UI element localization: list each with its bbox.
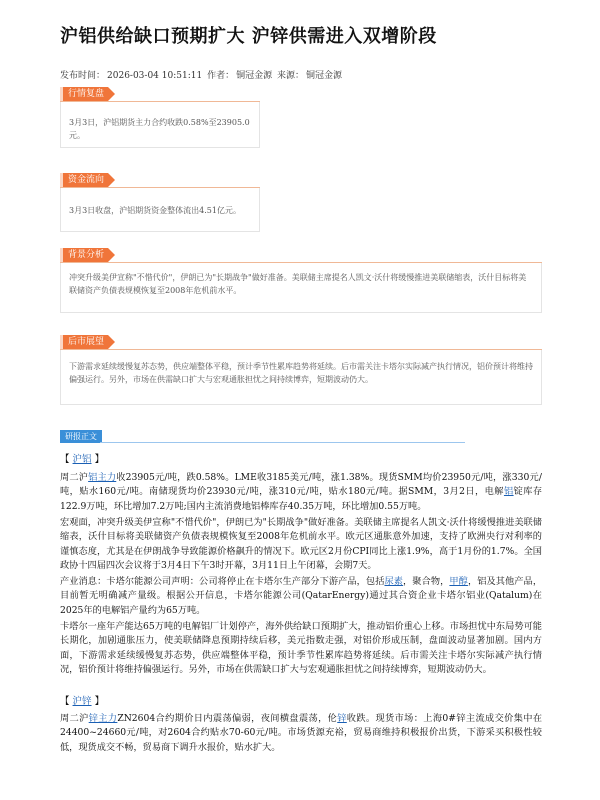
source-name: 铜冠金源	[305, 71, 342, 81]
fund-flow-text: 3月3日收盘，沪铝期货资金整体流出4.51亿元。	[69, 206, 241, 215]
aluminum-paragraph-4: 卡塔尔一座年产能达65万吨的电解铝厂计划停产，海外供给缺口预期扩大，推动铝价重心上移。市场担忧中东局势可能长期化，加剧通胀压力，使美联储降息预期持续后移，美元指数走强，对铝价形成压制，盘面波动显著加剧。国内方面，下游需求延续缓慢复苏态势，供应端整体平稳，预计季节性累库趋势将延续。后市需关注卡塔尔实际减产执行情况，铝价预计将维持偏强运行。另外，市场在供需缺口扩大与宏观通胀担忧之间持续博弈，短期波动仍大。	[60, 621, 542, 675]
text-segment: 收23905元/吨，跌0.58%。LME收3185美元/吨，涨1.38%。现货SMM均价23950元/吨，涨330元/吨，贴水160元/吨。南储现货均价23930元/吨，涨310元/吨，贴水180元/吨。据SMM，3月2日，电解	[60, 472, 542, 498]
author-label: 作者：	[204, 71, 235, 81]
outlook-box	[60, 350, 542, 405]
zinc-main-link[interactable]: 锌主力	[88, 713, 118, 724]
author-name: 铜冠金源	[236, 71, 273, 81]
article-meta	[60, 68, 344, 81]
aluminum-paragraph-2: 宏观面，冲突升级美伊宣称"不惜代价"，伊朗已为"长期战争"做好准备。美联储主席提名人凯文·沃什将缓慢推进美联储缩表，沃什目标将美联储资产负债表规模恢复至2008年危机前水平。欧元区通胀意外加速，支持了欧洲央行对利率的谨慎态度，尤其是在伊朗战争导致能源价格飙升的情况下。欧元区2月份CPI同比上涨1.9%，高于1月份的1.7%。全国政协十四届四次会议将于3月4日下午3时开幕，3月11日上午闭幕，会期7天。	[60, 517, 542, 571]
zinc-label	[60, 693, 104, 707]
section-heading-fund-flow: 资金流向	[60, 173, 108, 187]
text-segment: ，铝及其他产品，目前暂无明确减产量级。根据公开信息，卡塔尔能源公司(QatarEnergy)通过其合资企业卡塔尔铝业(Qatalum)在2025年的电解铝产量约为65万吨。	[60, 576, 543, 616]
zinc-link-inline[interactable]: 锌	[337, 713, 347, 724]
section-heading-outlook: 后市展望	[60, 335, 108, 349]
market-review-text: 3月3日，沪铝期货主力合约收跌0.58%至23905.0元。	[69, 118, 250, 140]
zinc-paragraph-1	[60, 712, 542, 755]
aluminum-link-inline[interactable]: 铝	[503, 486, 514, 498]
report-heading: 研报正文	[60, 430, 102, 443]
background-box	[60, 263, 542, 313]
bracket-open: 【	[60, 454, 73, 465]
text-segment: 周二沪	[60, 713, 89, 724]
source-label: 来源：	[274, 71, 304, 81]
bracket-close: 】	[91, 696, 105, 707]
publish-time: 2026-03-04 10:51:11	[107, 71, 203, 81]
aluminum-link[interactable]: 沪铝	[72, 454, 92, 465]
text-segment: ，聚合物，	[403, 576, 450, 587]
section-heading-market-review: 行情复盘	[60, 87, 108, 101]
text-segment: 锭库存122.9万吨，环比增加7.2万吨;国内主流消费地铝棒库存40.35万吨，环比增加0.55万吨。	[60, 486, 543, 512]
publish-label: 发布时间：	[60, 71, 106, 81]
zinc-link[interactable]: 沪锌	[72, 696, 92, 707]
aluminum-paragraph-3	[60, 575, 542, 618]
text-segment: 产业消息：卡塔尔能源公司声明：公司将停止在卡塔尔生产部分下游产品，包括	[60, 576, 385, 587]
report-divider	[100, 442, 465, 443]
background-text: 冲突升级美伊宣称"不惜代价"，伊朗已为"长期战争"做好准备。美联储主席提名人凯文·沃什将缓慢推进美联储缩表，沃什目标将美联储资产负债表规模恢复至2008年危机前水平。	[69, 273, 527, 295]
market-review-box	[60, 102, 260, 148]
methanol-link[interactable]: 甲醇	[449, 576, 468, 587]
aluminum-label	[60, 451, 104, 465]
text-segment: 收跌。现货市场：上海0#锌主流成交价集中在24400~24660元/吨，对2604合约贴水70-60元/吨。市场货源充裕，贸易商维持积极报价出货，下游采买积极性较低，现货成交不畅，贸易商下调升水报价，贴水扩大。	[60, 713, 543, 753]
bracket-open: 【	[60, 696, 73, 707]
section-heading-background: 背景分析	[60, 248, 108, 262]
aluminum-paragraph-1	[60, 471, 542, 514]
urea-link[interactable]: 尿素	[384, 576, 404, 587]
fund-flow-box	[60, 188, 260, 232]
text-segment: 周二沪	[60, 472, 89, 483]
outlook-text: 下游需求延续缓慢复苏态势，供应端整体平稳，预计季节性累库趋势将延续。后市需关注卡塔尔实际减产执行情况，铝价预计将维持偏强运行。另外，市场在供需缺口扩大与宏观通胀担忧之间持续博弈，短期波动仍大。	[69, 362, 533, 384]
bracket-close: 】	[91, 454, 105, 465]
article-title: 沪铝供给缺口预期扩大 沪锌供需进入双增阶段	[60, 26, 437, 47]
text-segment: ZN2604合约期价日内震荡偏弱，夜间横盘震荡，伦	[117, 713, 338, 724]
aluminum-main-link[interactable]: 铝主力	[88, 472, 117, 483]
